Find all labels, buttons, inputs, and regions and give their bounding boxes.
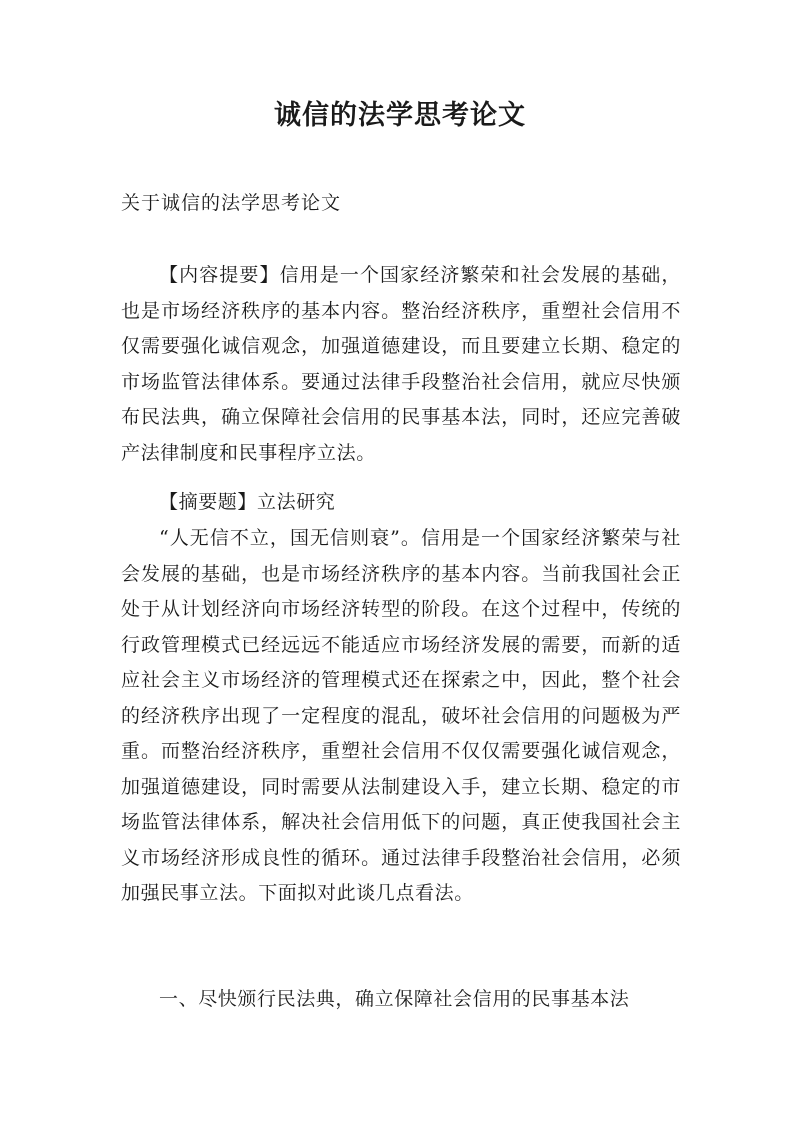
document-title: 诚信的法学思考论文 xyxy=(274,100,526,131)
keywords-paragraph: 【摘要题】立法研究 xyxy=(159,491,336,513)
summary-paragraph: 【内容提要】信用是一个国家经济繁荣和社会发展的基础，也是市场经济秩序的基本内容。整治经济秩序，重塑社会信用不仅需要强化诚信观念，加强道德建设，而且要建立长期、稳定的市场监管法律体系。要通过法律手段整治社会信用，就应尽快颁布民法典，确立保障社会信用的民事基本法，同时，还应完善破产法律制度和民事程序立法。 xyxy=(121,264,681,464)
main-paragraph: “人无信不立，国无信则衰”。信用是一个国家经济繁荣与社会发展的基础，也是市场经济秩序的基本内容。当前我国社会正处于从计划经济向市场经济转型的阶段。在这个过程中，传统的行政管理模式已经远远不能适应市场经济发展的需要，而新的适应社会主义市场经济的管理模式还在探索之中，因此，整个社会的经济秩序出现了一定程度的混乱，破坏社会信用的问题极为严重。而整治经济秩序，重塑社会信用不仅仅需要强化诚信观念，加强道德建设，同时需要从法制建设入手，建立长期、稳定的市场监管法律体系，解决社会信用低下的问题，真正使我国社会主义市场经济形成良性的循环。通过法律手段整治社会信用，必须加强民事立法。下面拟对此谈几点看法。 xyxy=(121,527,681,904)
document-subtitle: 关于诚信的法学思考论文 xyxy=(121,192,342,214)
section-heading: 一、尽快颁行民法典，确立保障社会信用的民事基本法 xyxy=(159,988,630,1010)
